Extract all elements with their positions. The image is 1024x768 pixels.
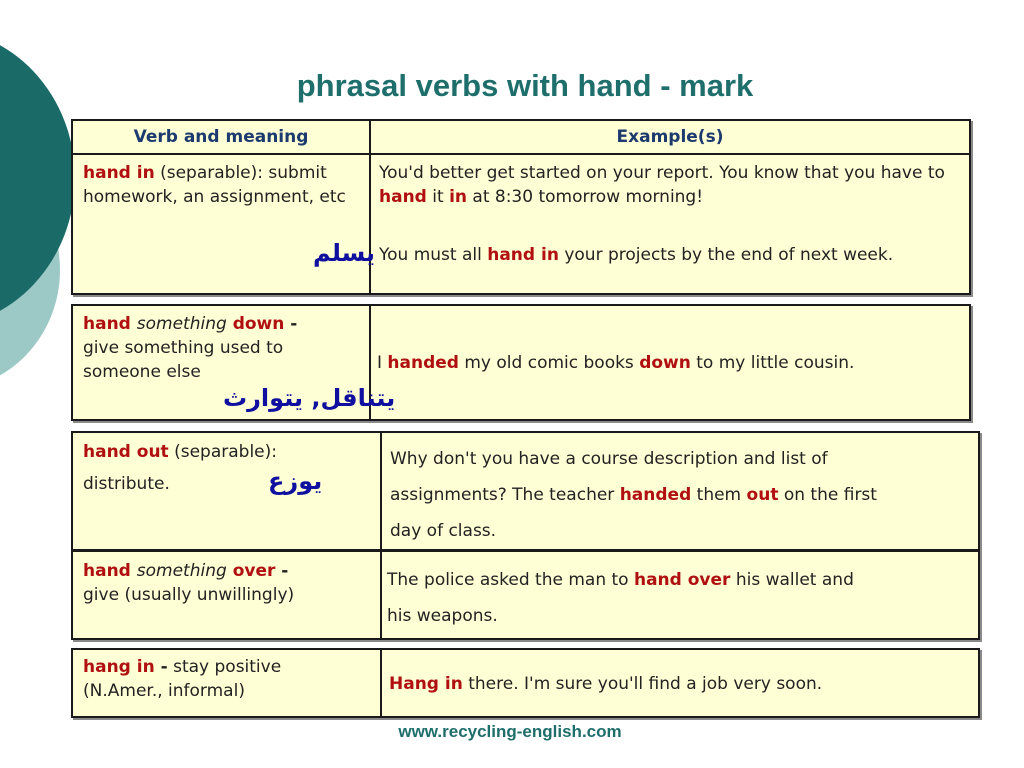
verb-meaning: give something used to someone else	[83, 338, 284, 382]
dash: -	[284, 314, 298, 334]
table-hand-in	[71, 119, 971, 295]
verb-phrase: hand	[83, 314, 137, 334]
verb-particle: down	[226, 314, 285, 334]
example-line-2: his weapons.	[387, 606, 498, 626]
verb-phrase: hand out	[83, 442, 169, 462]
table-hand-out	[71, 431, 980, 551]
example-line-1: Why don't you have a course description and list of	[390, 449, 828, 469]
example-text: to my little cousin.	[690, 353, 855, 373]
example-text: assignments? The teacher	[390, 485, 620, 505]
column-divider	[380, 650, 382, 716]
column-divider	[380, 552, 382, 638]
table-header	[73, 121, 969, 155]
verb-cell	[83, 161, 363, 209]
verb-placeholder: something	[136, 314, 227, 334]
highlight-word: Hang in	[389, 674, 463, 694]
verb-meaning: (separable): submit homework, an assignment, etc	[83, 163, 346, 207]
example-text: at 8:30 tomorrow morning!	[467, 187, 704, 207]
verb-cell	[83, 312, 363, 384]
column-divider	[380, 433, 382, 549]
verb-phrase: hand in	[83, 163, 155, 183]
verb-particle: over	[226, 561, 276, 581]
example-1	[377, 351, 854, 375]
highlight-word: handed	[619, 485, 692, 505]
arabic-translation: يتناقل, يتوارث	[223, 384, 396, 412]
example-text: on the first	[778, 485, 877, 505]
verb-cell	[83, 655, 373, 703]
highlight-word: hand in	[487, 245, 559, 265]
page-title: phrasal verbs with hand - mark	[296, 68, 754, 103]
footer-url: www.recycling-english.com	[398, 722, 622, 741]
example-text: I	[377, 353, 388, 373]
example-text: The police asked the man to	[387, 570, 634, 590]
example-line-1	[387, 568, 854, 592]
dash: -	[275, 561, 289, 581]
dash: -	[154, 657, 168, 677]
highlight-word: hand	[379, 187, 427, 207]
example-1	[389, 672, 822, 696]
highlight-word: out	[746, 485, 779, 505]
verb-meaning: (separable):	[168, 442, 277, 462]
column-divider	[369, 121, 371, 293]
example-line-2	[390, 483, 877, 507]
verb-meaning-2: (N.Amer., informal)	[83, 681, 245, 701]
verb-meaning: stay positive	[167, 657, 282, 677]
highlight-word: down	[639, 353, 691, 373]
arabic-translation: يوزع	[268, 467, 323, 495]
example-2	[379, 243, 959, 267]
verb-phrase: hand	[83, 561, 137, 581]
example-text: them	[691, 485, 747, 505]
example-text: there. I'm sure you'll find a job very soon.	[462, 674, 823, 694]
example-text: You must all	[379, 245, 488, 265]
table-hand-something-over	[71, 550, 980, 640]
verb-cell	[83, 440, 373, 464]
example-text: it	[426, 187, 450, 207]
verb-meaning-2: distribute.	[83, 474, 170, 494]
example-1	[379, 161, 959, 209]
highlight-word: in	[449, 187, 467, 207]
example-text: his wallet and	[730, 570, 854, 590]
verb-cell	[83, 559, 373, 607]
example-text: your projects by the end of next week.	[558, 245, 894, 265]
verb-phrase: hang in	[83, 657, 155, 677]
highlight-word: hand over	[633, 570, 731, 590]
verb-meaning: give (usually unwillingly)	[83, 585, 295, 605]
example-text: You'd better get started on your report. You know that you have to	[379, 163, 945, 183]
highlight-word: handed	[387, 353, 459, 373]
example-line-3: day of class.	[390, 521, 497, 541]
header-verb-and-meaning: Verb and meaning	[133, 127, 309, 147]
table-hang-in	[71, 648, 980, 718]
arabic-translation: يسلم	[313, 239, 376, 267]
verb-placeholder: something	[136, 561, 227, 581]
header-examples: Example(s)	[616, 127, 724, 147]
table-hand-something-down	[71, 304, 971, 421]
example-text: my old comic books	[458, 353, 640, 373]
